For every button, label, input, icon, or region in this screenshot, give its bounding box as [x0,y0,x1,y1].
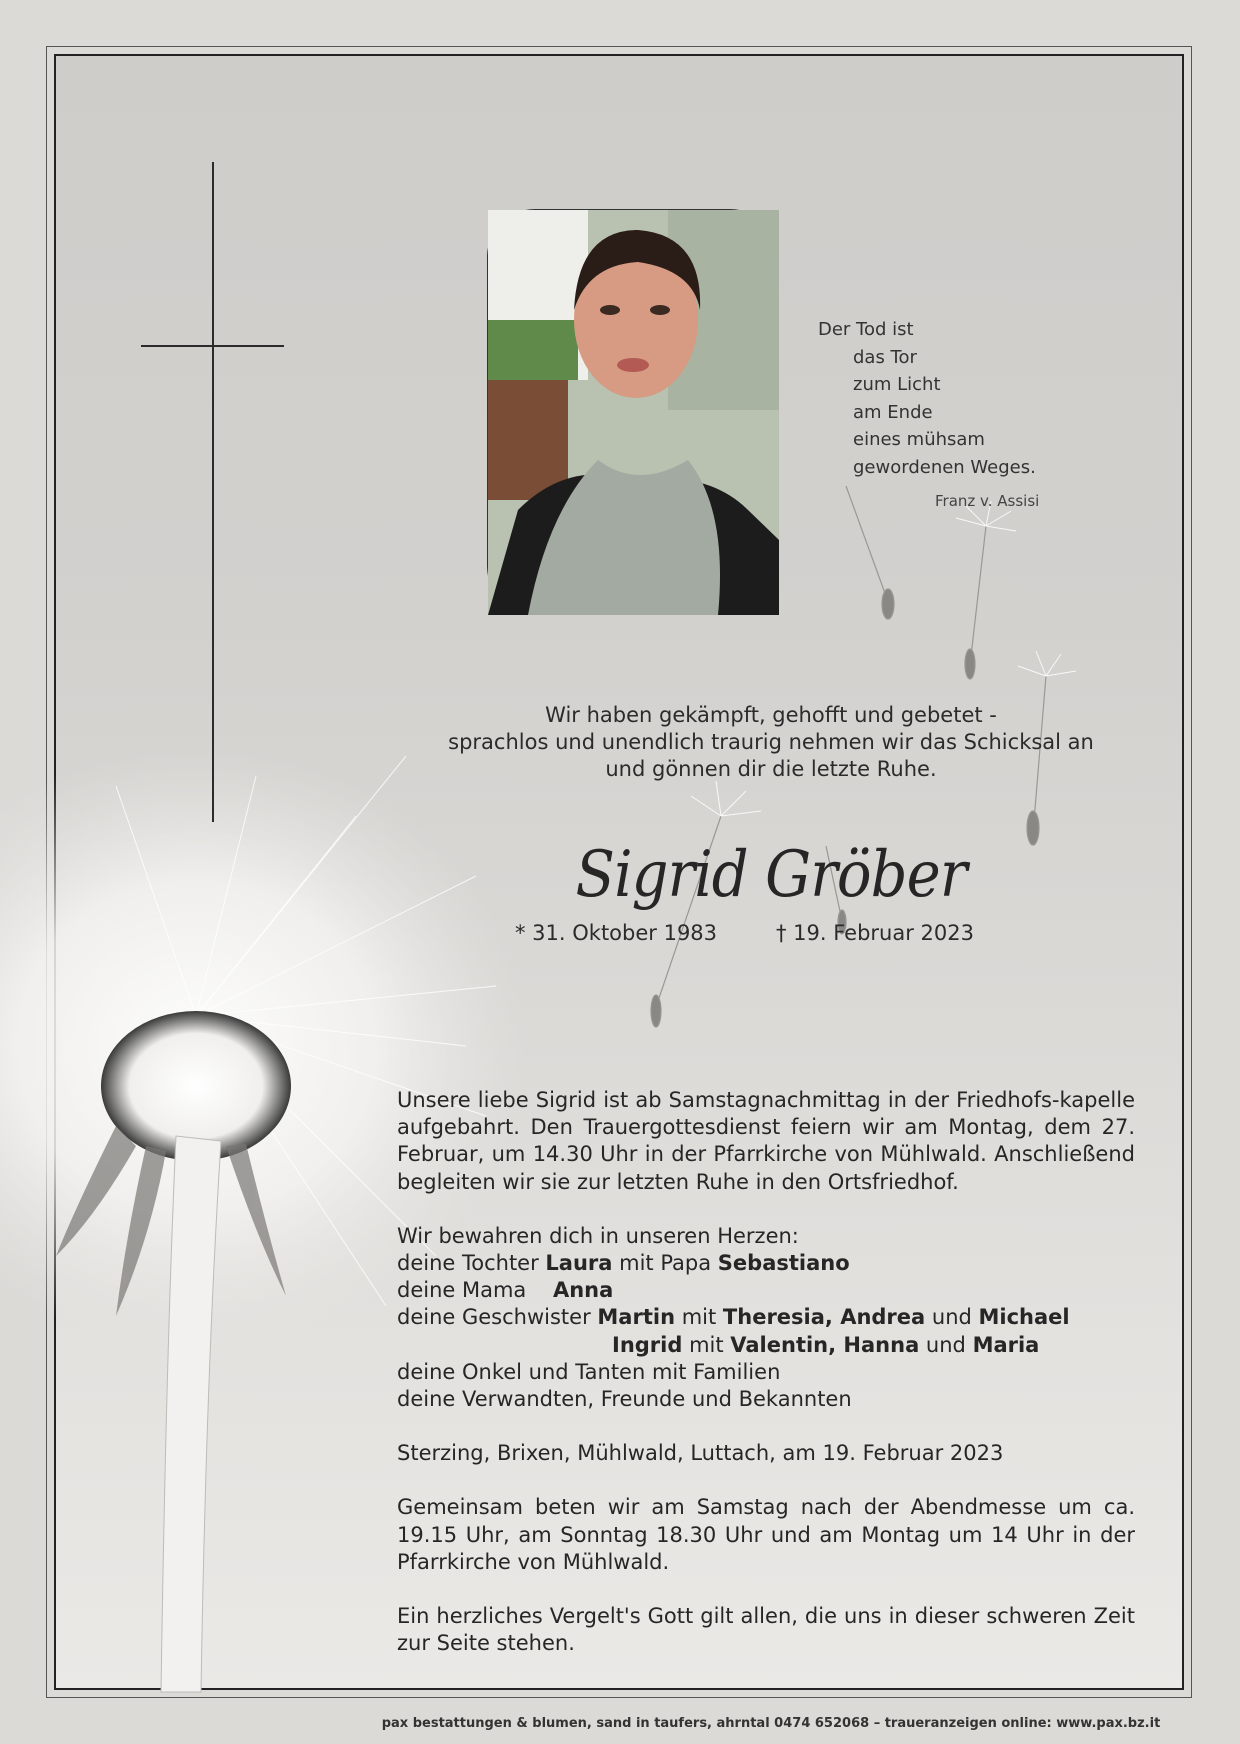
mourner-text: deine Mama [397,1278,533,1303]
mourner-text: mit [682,1332,731,1357]
quote-line: am Ende [853,401,933,423]
mourner-line: deine Onkel und Tanten mit Familien [397,1359,781,1384]
mourner-name: Ingrid [612,1332,683,1357]
mourner-name: Laura [545,1251,613,1276]
mourner-text: deine Geschwister [397,1305,598,1330]
mourner-text: mit Papa [612,1251,718,1276]
mourner-line [397,1250,1135,1277]
mourner-line [397,1332,1135,1359]
mourners-heading: Wir bewahren dich in unseren Herzen: [397,1223,799,1248]
quote-line: das Tor [853,346,917,368]
place-date: Sterzing, Brixen, Mühlwald, Luttach, am 19. Februar 2023 [397,1441,1004,1466]
quote [818,316,1036,481]
mourner-name: Theresia, Andrea [722,1305,926,1330]
mourner-name: Valentin, Hanna [730,1332,920,1357]
mourner-line [397,1304,1135,1331]
prayer-paragraph: Gemeinsam beten wir am Samstag nach der Abendmesse um ca. 19.15 Uhr, am Sonntag 18.30 Uhr und am Montag um 14 Uhr in der Pfarrkirche von Mühlwald. [397,1495,1135,1574]
mourner-line: deine Verwandten, Freunde und Bekannten [397,1387,852,1412]
cross-vertical-bar [212,162,214,822]
portrait-photo [487,209,778,614]
main-text [397,1087,1135,1657]
mourners-block [397,1223,1135,1413]
intro-line: sprachlos und unendlich traurig nehmen wir das Schicksal an [448,730,1094,754]
announcement-paragraph: Unsere liebe Sigrid ist ab Samstagnachmittag in der Friedhofs-kapelle aufgebahrt. Den Trauergottesdienst feiern wir am Montag, dem 27. Februar, um 14.30 Uhr in der Pfarrkirche von Mühlwald. Anschließend begleiten wir sie zur letzten Ruhe in den Ortsfriedhof. [397,1088,1135,1194]
intro-line: und gönnen dir die letzte Ruhe. [605,757,937,781]
mourner-name: Sebastiano [717,1251,850,1276]
quote-author: Franz v. Assisi [935,492,1040,510]
thanks-paragraph: Ein herzliches Vergelt's Gott gilt allen, die uns in dieser schweren Zeit zur Seite stehen. [397,1604,1135,1656]
death-date: † 19. Februar 2023 [776,921,974,945]
mourner-name: Michael [978,1305,1070,1330]
mourner-line [397,1277,1135,1304]
deceased-name: Sigrid Gröber [575,838,967,912]
mourner-name: Martin [597,1305,676,1330]
footer-imprint: pax bestattungen & blumen, sand in taufers, ahrntal 0474 652068 – traueranzeigen online: www.pax.bz.it [381,1716,1161,1731]
quote-line: gewordenen Weges. [853,456,1036,478]
obituary-card [54,54,1184,1731]
mourner-name: Maria [972,1332,1040,1357]
mourner-text: mit [675,1305,723,1330]
intro-text [336,702,1206,783]
mourner-text: und [925,1305,979,1330]
mourner-name: Anna [552,1278,614,1303]
mourner-text: und [919,1332,973,1357]
mourner-text: deine Tochter [397,1251,546,1276]
quote-line: zum Licht [853,374,941,395]
birth-date: * 31. Oktober 1983 [515,921,718,945]
quote-line: eines mühsam [853,429,985,450]
intro-line: Wir haben gekämpft, gehofft und gebetet - [545,703,997,727]
quote-line: Der Tod ist [818,319,914,340]
cross-horizontal-bar [141,345,284,347]
